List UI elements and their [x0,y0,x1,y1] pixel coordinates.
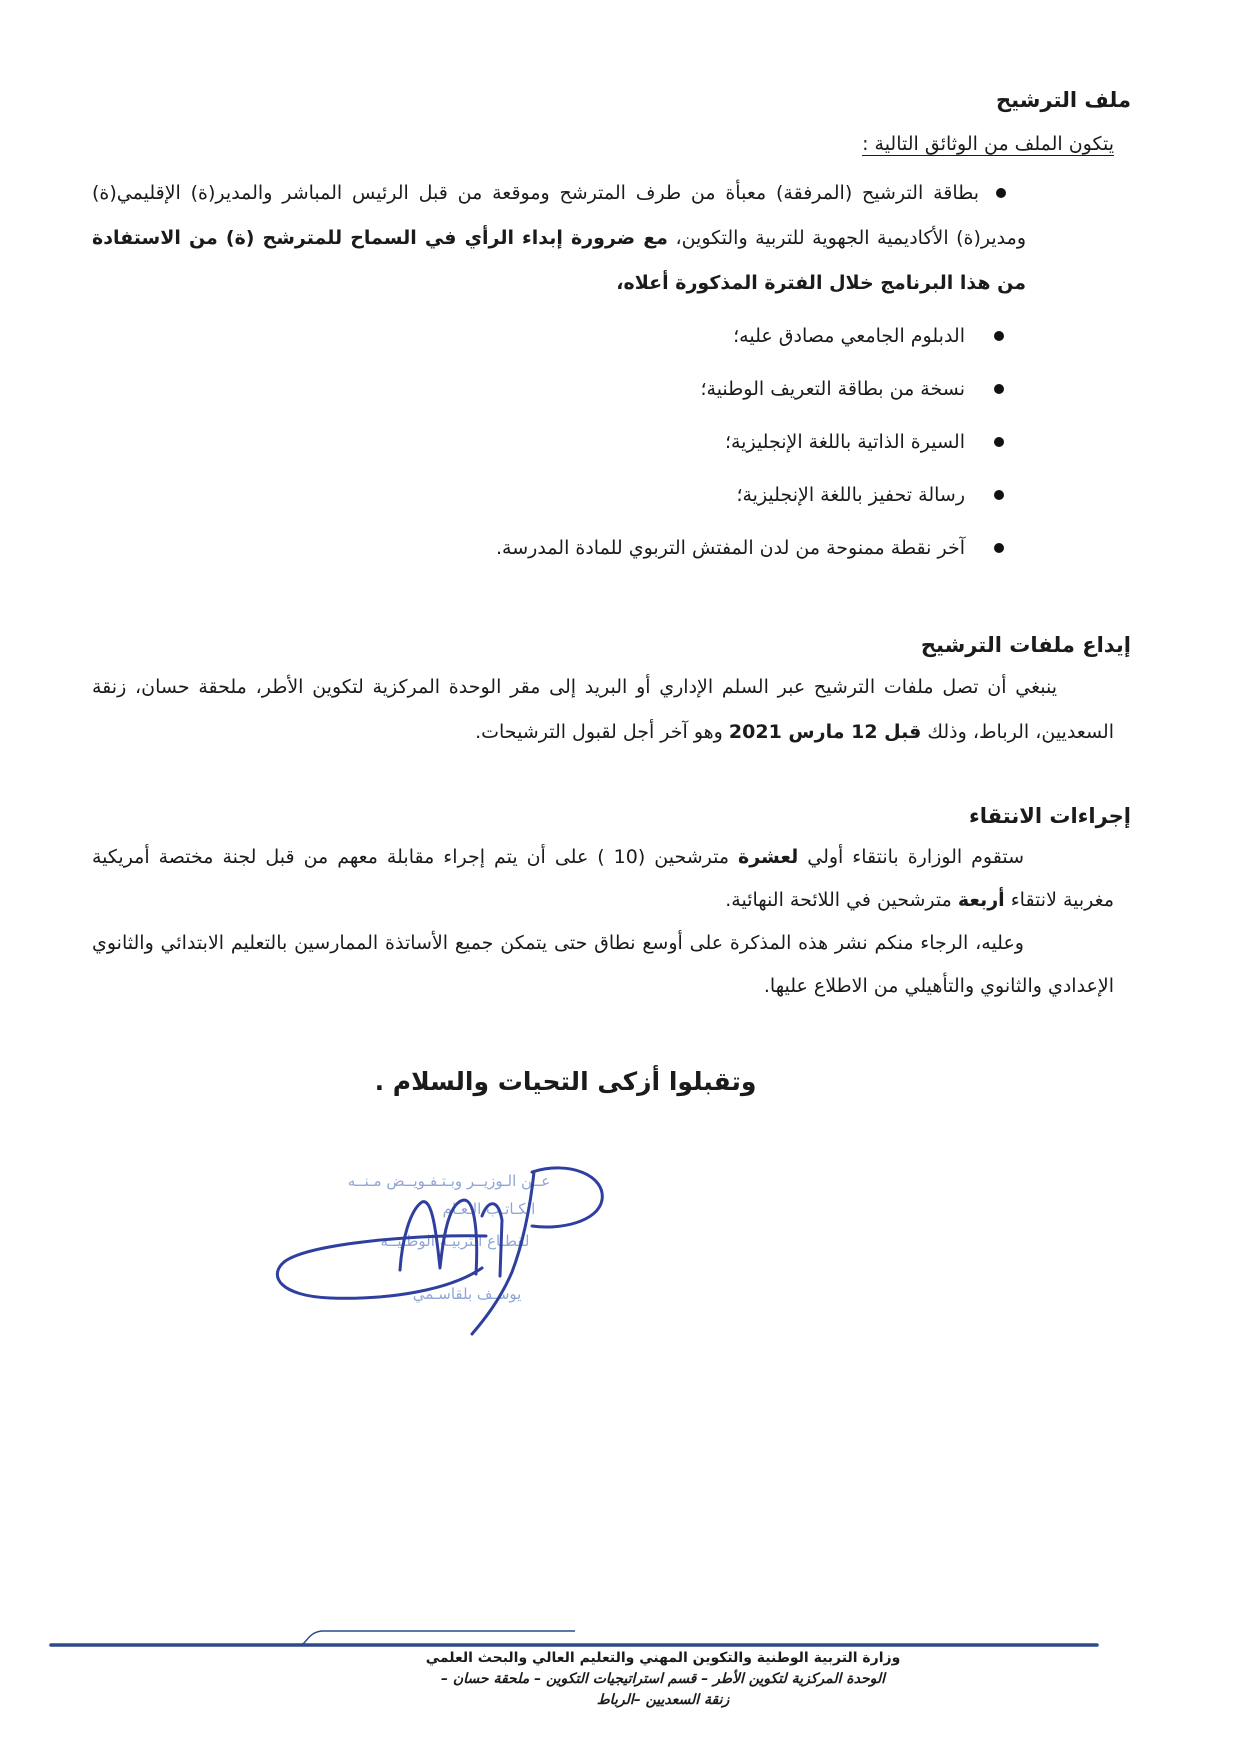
bullet-icon [994,490,1004,500]
list-item-text: آخر نقطة ممنوحة من لدن المفتش التربوي للمادة المدرسة. [496,537,965,559]
list-item [92,526,1026,571]
stamp-line: لقطـاع التربيـة الوطنيــة [380,1232,530,1250]
signature-strokes [277,1168,602,1334]
list-item-text: نسخة من بطاقة التعريف الوطنية؛ [700,378,965,400]
list-item [92,171,1026,306]
paragraph-text: وهو آخر أجل لقبول الترشيحات. [475,721,729,743]
document-body [92,78,1131,1107]
deadline-text: قبل 12 مارس 2021 [728,721,922,743]
documents-intro: يتكون الملف من الوثائق التالية : [862,133,1114,155]
stamp-line: الكـاتـب الـعـام [442,1200,536,1218]
stamp-line: يوسـف بلقاسـمي [412,1285,522,1303]
candidacy-file-section [92,78,1131,571]
candidate-count-emphasis: لعشرة [738,846,799,868]
selection-section [92,796,1131,1008]
footer-accent-line [300,1631,575,1645]
list-item-emphasis: مع ضرورة إبداء الرأي في السماح للمترشح (ة) من الاستفادة من هذا البرنامج خلال الفترة المذكورة أعلاه، [92,227,1026,294]
section-heading: ملف الترشيح [996,88,1131,112]
unit-name: الوحدة المركزية لتكوين الأطر – قسم استراتيجيات التكوين – ملحقة حسان – [441,1671,885,1687]
closing-salutation: وتقبلوا أزكى التحيات والسلام . [374,1067,757,1096]
finalist-count-emphasis: أربعة [957,889,1005,911]
bullet-icon [994,331,1004,341]
list-item-text: رسالة تحفيز باللغة الإنجليزية؛ [736,484,965,506]
submission-paragraph [92,665,1114,755]
bullet-icon [996,188,1006,198]
stamp-line: عــن الـوزيــر وبـتـفـويــض مـنــه [347,1172,551,1190]
street-address: زنقة السعديين –الرباط [596,1692,730,1708]
paragraph-text: ينبغي أن تصل ملفات الترشيح عبر السلم الإداري أو البريد إلى مقر الوحدة المركزية لتكوين الأطر، ملحقة حسان، زنقة السعديين، الرباط، وذلك [92,676,1114,743]
bullet-icon [994,543,1004,553]
ministry-name: وزارة التربية الوطنية والتكوين المهني والتعليم العالي والبحث العلمي [425,1650,901,1666]
list-item [92,473,1026,518]
paragraph-text: مترشحين في اللائحة النهائية. [725,889,958,911]
list-item-text: السيرة الذاتية باللغة الإنجليزية؛ [724,431,965,453]
list-item [92,367,1026,412]
list-item [92,420,1026,465]
footer-address [330,1648,996,1711]
list-item-text: الدبلوم الجامعي مصادق عليه؛ [733,325,965,347]
list-item [92,314,1026,359]
list-item-text: بطاقة الترشيح (المرفقة) معبأة من طرف المترشح وموقعة من قبل الرئيس المباشر والمدير(ة) الإقليمي(ة) ومدير(ة) الأكاديمية الجهوية للتربية والتكوين، [92,182,1026,249]
selection-paragraph [92,836,1114,922]
section-heading: إجراءات الانتقاء [969,804,1131,828]
dissemination-paragraph: وعليه، الرجاء منكم نشر هذه المذكرة على أوسع نطاق حتى يتمكن جميع الأساتذة الممارسين بالتعليم الابتدائي والثانوي الإعدادي والثانوي والتأهيلي من الاطلاع عليها. [92,932,1114,997]
paragraph-text: مترشحين (10 ) على أن يتم إجراء مقابلة معهم من قبل لجنة مختصة أمريكية مغربية لانتقاء [92,846,1114,911]
paragraph-text: ستقوم الوزارة بانتقاء أولي [798,846,1024,868]
submission-section [92,625,1131,755]
bullet-icon [994,437,1004,447]
section-heading: إيداع ملفات الترشيح [920,633,1131,657]
handwritten-signature [250,1150,630,1350]
bullet-icon [994,384,1004,394]
